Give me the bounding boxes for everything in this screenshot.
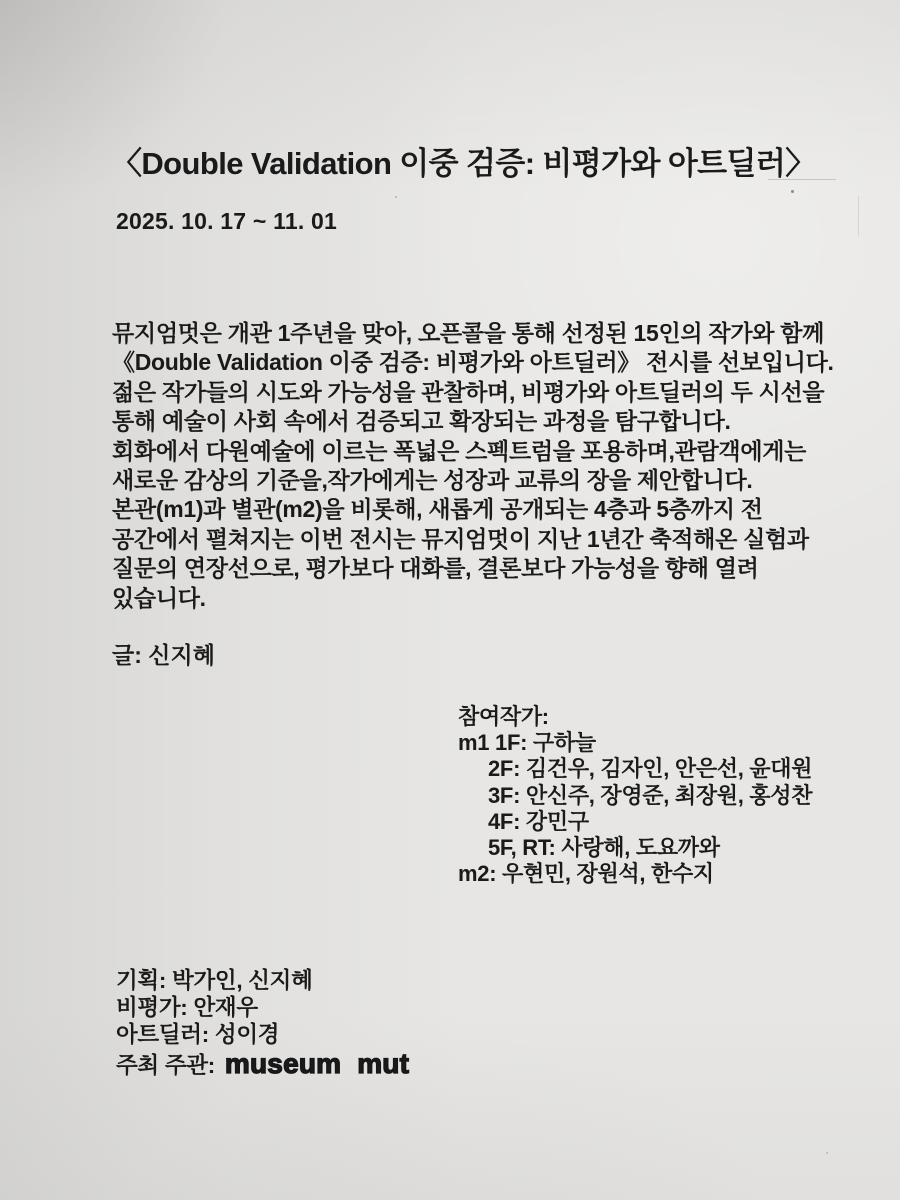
museum-mut-logo: museum mut [224,1047,410,1079]
participants-list [458,704,812,887]
intro-paragraph [112,319,834,613]
intro-line: 새로운 감상의 기준을,작가에게는 성장과 교류의 장을 제안합니다. [112,467,753,494]
intro-line: 있습니다. [112,584,206,611]
exhibition-dates: 2025. 10. 17 ~ 11. 01 [116,208,337,234]
participants-line-4f: 4F: 강민구 [488,808,589,834]
intro-line: 공간에서 펼쳐지는 이번 전시는 뮤지엄멋이 지난 1년간 축적해온 실험과 [112,525,809,552]
intro-line: 젊은 작가들의 시도와 가능성을 관찰하며, 비평가와 아트딜러의 두 시선을 [112,378,825,405]
intro-line: 회화에서 다원예술에 이르는 폭넓은 스펙트럼을 포용하며,관람객에게는 [112,437,807,464]
intro-line: 《Double Validation 이중 검증: 비평가와 아트딜러》 전시를 선보입니다. [112,349,834,376]
credit-line-planning: 기획: 박가인, 신지혜 [116,968,313,993]
exhibition-title: 〈Double Validation 이중 검증: 비평가와 아트딜러〉 [111,146,816,181]
host-label: 주최 주관: [116,1052,215,1078]
wall-speck [791,190,794,193]
participants-line-3f: 3F: 안신주, 장영준, 최장원, 홍성찬 [488,782,813,808]
credit-line-critic: 비평가: 안재우 [116,995,258,1021]
wall-speck [395,196,397,198]
intro-line: 통해 예술이 사회 속에서 검증되고 확장되는 과정을 탐구합니다. [112,408,731,435]
wall-crack-mark [858,196,859,236]
intro-line: 질문의 연장선으로, 평가보다 대화를, 결론보다 가능성을 향해 열려 [112,555,759,582]
credits-block [116,967,409,1079]
author-credit: 글: 신지혜 [112,642,215,668]
wall-speck [826,1152,828,1154]
intro-line: 본관(m1)과 별관(m2)을 비롯해, 새롭게 공개되는 4층과 5층까지 전 [112,496,763,523]
wall-hairline-mark [768,179,836,180]
intro-line: 뮤지엄멋은 개관 1주년을 맞아, 오픈콜을 통해 선정된 15인의 작가와 함께 [112,320,825,346]
participants-line-m1-1f: m1 1F: 구하늘 [458,730,596,756]
host-line [116,1047,410,1079]
participants-line-m2: m2: 우현민, 장원석, 한수지 [458,861,714,887]
credit-line-artdealer: 아트딜러: 성이경 [116,1022,280,1048]
participants-line-2f: 2F: 김건우, 김자인, 안은선, 윤대원 [488,756,813,782]
participants-heading: 참여작가: [458,704,549,729]
participants-line-5f-rt: 5F, RT: 사랑해, 도요까와 [488,835,720,861]
